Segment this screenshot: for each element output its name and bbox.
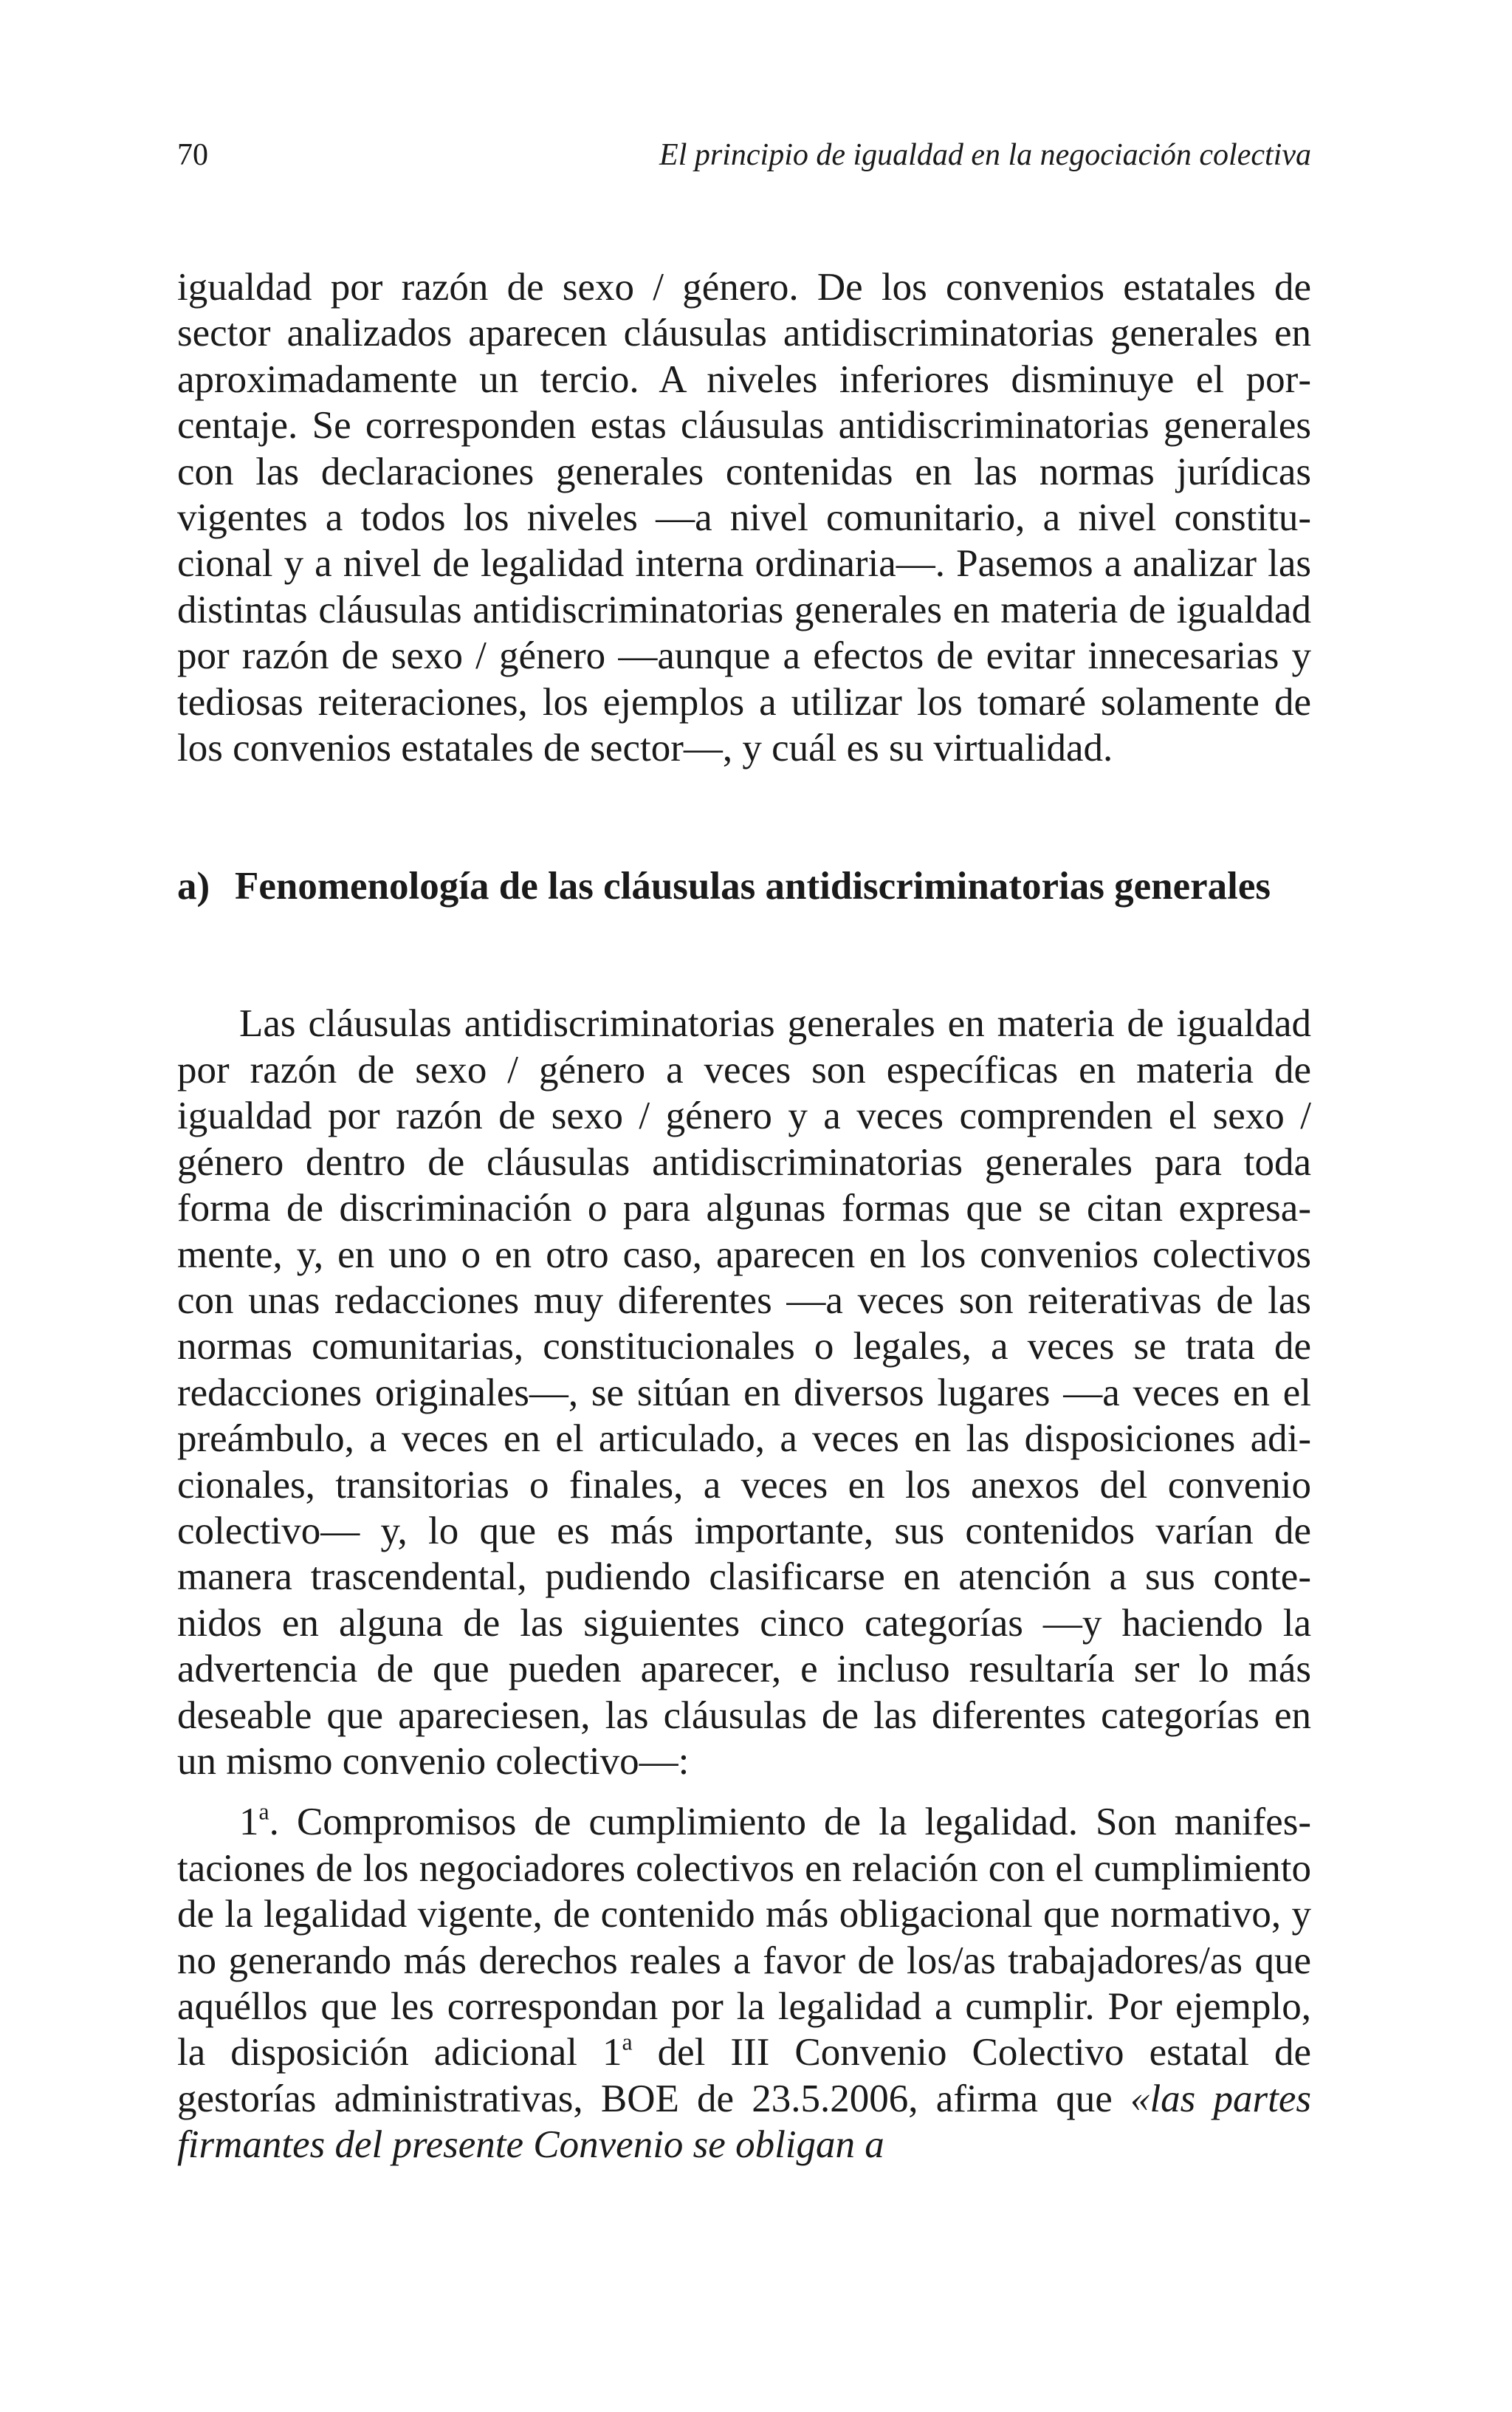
page-number: 70 — [177, 138, 208, 172]
ordinal-superscript-2: a — [622, 2029, 633, 2055]
running-title: El principio de igualdad en la negociación colectiva — [659, 138, 1311, 172]
paragraph-3-text-b: del III Convenio Colectivo estatal de gestorías administrativas, BOE de 23.5.2006, afirma que — [177, 2031, 1311, 2120]
quoted-text: «las partes firmantes del presente Convenio se obligan a — [177, 2077, 1311, 2167]
running-header — [177, 133, 1311, 177]
body-paragraph-2: Las cláusulas antidiscriminatorias generales en materia de igualdad por razón de sexo / género a veces son específicas en materia de igualdad por razón de sexo / género y a veces comprenden el sexo / género dentro de cláusulas antidiscriminatorias generales para toda forma de discriminación o para algunas formas que se citan expresamente, y, en uno o en otro caso, aparecen en los convenios colectivos con unas redacciones muy diferentes —a veces son reiterativas de las normas comunitarias, constitucionales o legales, a veces se trata de redacciones originales—, se sitúan en diversos lugares —a veces en el preámbulo, a veces en el articulado, a veces en las disposiciones adicionales, transitorias o finales, a veces en los anexos del convenio colectivo— y, lo que es más importante, sus contenidos varían de manera trascendental, pudiendo clasificarse en atención a sus contenidos en alguna de las siguientes cinco categorías —y haciendo la advertencia de que pueden aparecer, e incluso resultaría ser lo más deseable que apareciesen, las cláusulas de las diferentes categorías en un mismo convenio colectivo—: — [177, 1002, 1311, 1783]
body-paragraph-3 — [177, 1799, 1311, 2168]
ordinal-superscript: a — [258, 1798, 269, 1825]
section-title: Fenomenología de las cláusulas antidiscriminatorias generales — [235, 865, 1271, 908]
body-paragraph-1: igualdad por razón de sexo / género. De los convenios estatales de sector analizados aparecen cláusulas antidiscriminatorias generales en aproximadamente un tercio. A niveles inferiores disminuye el porcentaje. Se corresponden estas cláusulas antidiscriminatorias generales con las declaraciones generales contenidas en las normas jurídicas vigentes a todos los niveles —a nivel comunitario, a nivel constitucional y a nivel de legalidad interna ordinaria—. Pasemos a analizar las distintas cláusulas antidiscriminatorias generales en materia de igualdad por razón de sexo / género —aunque a efectos de evitar innecesarias y tediosas reiteraciones, los ejemplos a utilizar los tomaré solamente de los convenios estatales de sector—, y cuál es su virtualidad. — [177, 266, 1311, 770]
list-number: 1 — [239, 1801, 259, 1844]
section-heading — [177, 863, 1311, 909]
section-label: a) — [177, 865, 210, 908]
page — [177, 133, 1311, 2168]
paragraph-3-text-a: . Compromisos de cumplimiento de la legalidad. Son manifestaciones de los negociadores colectivos en relación con el cumplimiento de la legalidad vigente, de contenido más obligacional que normativo, y no generando más derechos reales a favor de los/as trabajadores/as que aquéllos que les correspondan por la legalidad a cumplir. Por ejemplo, la disposición adicional 1 — [177, 1801, 1311, 2074]
